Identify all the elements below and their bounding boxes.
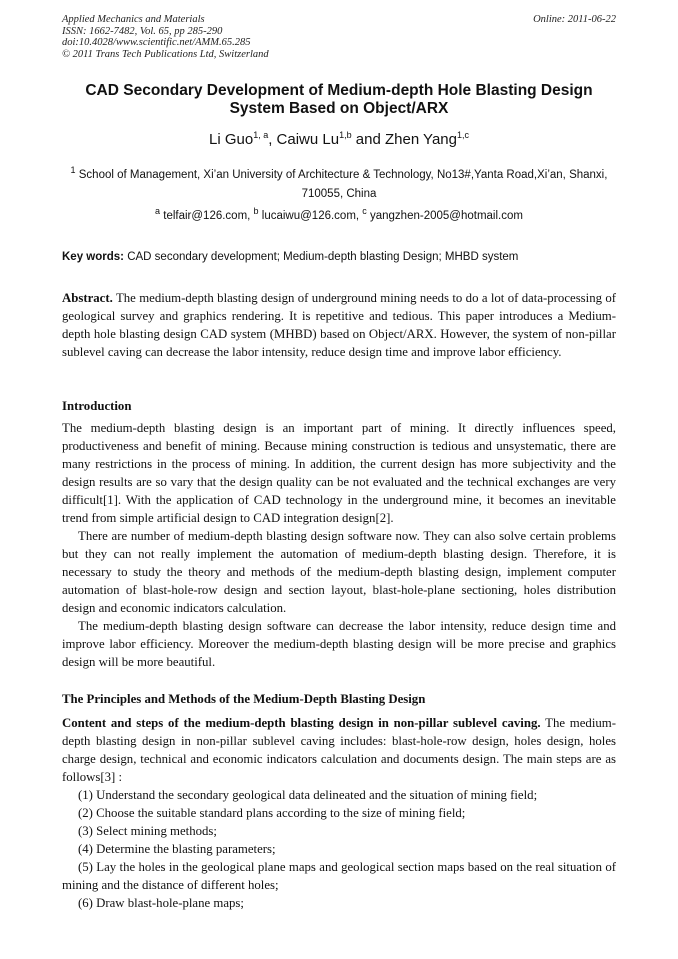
- keywords-label: Key words:: [62, 251, 124, 263]
- intro-paragraph-2: There are number of medium-depth blasting design software now. They can also solve certain problems but they can not really implement the automation of medium-depth blasting design. Therefore, it is necessary to study the theory and methods of the medium-depth blasting design, implement computer automation of blast-hole-row design and section layout, blast-hole-plane sectioning, holes distribution design and economic indicators calculation.: [62, 529, 616, 615]
- principles-lead-text: The medium-depth blasting design in non-pillar sublevel caving includes: blast-hole-row design, holes design, holes charge design, technical and economic indicators calculation and documents design. The main steps are as follows[3] :: [62, 716, 616, 784]
- online-date: Online: 2011-06-22: [533, 14, 616, 25]
- title-line-1: CAD Secondary Development of Medium-depth Hole Blasting Design: [85, 82, 593, 99]
- author-3: and Zhen Yang: [351, 131, 457, 148]
- journal-header: [62, 14, 616, 60]
- author-1: Li Guo: [209, 131, 254, 148]
- issn-line: ISSN: 1662-7482, Vol. 65, pp 285-290: [62, 25, 223, 37]
- author-emails: [62, 208, 616, 224]
- principles-lead: [62, 714, 616, 786]
- email-b-marker: b: [253, 206, 259, 217]
- paper-title: [62, 82, 616, 118]
- abstract-label: Abstract.: [62, 291, 113, 305]
- abstract: [62, 289, 616, 361]
- principles-heading: The Principles and Methods of the Medium-Depth Blasting Design: [62, 692, 426, 706]
- email-a-marker: a: [155, 206, 161, 217]
- step-item: (1) Understand the secondary geological data delineated and the situation of mining field;: [78, 788, 538, 802]
- author-list: [62, 130, 616, 150]
- step-item: (4) Determine the blasting parameters;: [78, 842, 276, 856]
- email-a[interactable]: telfair@126.com,: [163, 210, 254, 222]
- intro-paragraph-3: The medium-depth blasting design software can decrease the labor intensity, reduce design time and improve labor efficiency. Moreover the medium-depth blasting design will be more precise and graphics design will be more beautiful.: [62, 619, 616, 669]
- author-3-affil: 1,c: [456, 130, 469, 140]
- introduction-body: [62, 419, 616, 671]
- doi-line: doi:10.4028/www.scientific.net/AMM.65.285: [62, 37, 251, 48]
- principles-body: [62, 714, 616, 912]
- title-line-2: System Based on Object/ARX: [229, 100, 449, 117]
- email-c-marker: c: [362, 206, 367, 217]
- author-1-affil: 1, a: [253, 130, 269, 140]
- affiliation: [62, 166, 616, 204]
- step-item: (2) Choose the suitable standard plans according to the size of mining field;: [78, 806, 466, 820]
- author-2: , Caiwu Lu: [268, 131, 340, 148]
- step-item: (6) Draw blast-hole-plane maps;: [78, 896, 244, 910]
- copyright-line: © 2011 Trans Tech Publications Ltd, Switzerland: [62, 48, 269, 60]
- introduction-heading: Introduction: [62, 399, 132, 413]
- step-item: (5) Lay the holes in the geological plane maps and geological section maps based on the real situation of mining and the distance of different holes;: [62, 860, 616, 892]
- email-b[interactable]: lucaiwu@126.com,: [261, 210, 363, 222]
- principles-lead-bold: Content and steps of the medium-depth blasting design in non-pillar sublevel caving.: [62, 716, 541, 730]
- affiliation-text: School of Management, Xi’an University of Architecture & Technology, No13#,Yanta Road,Xi’an, Shanxi, 710055, China: [78, 169, 608, 200]
- author-2-affil: 1,b: [339, 130, 352, 140]
- affiliation-marker: 1: [70, 165, 76, 176]
- keywords: [62, 250, 616, 265]
- step-item: (3) Select mining methods;: [78, 824, 217, 838]
- keywords-text: CAD secondary development; Medium-depth blasting Design; MHBD system: [127, 251, 519, 263]
- journal-name: Applied Mechanics and Materials: [62, 14, 205, 25]
- abstract-text: The medium-depth blasting design of underground mining needs to do a lot of data-processing of geological survey and graphics rendering. It is repetitive and tedious. This paper introduces a Medium-depth hole blasting design CAD system (MHBD) based on Object/ARX. However, the system of non-pillar sublevel caving can decrease the labor intensity, reduce design time and improve labor efficiency.: [62, 291, 617, 359]
- email-c[interactable]: yangzhen-2005@hotmail.com: [370, 210, 523, 222]
- intro-paragraph-1: The medium-depth blasting design is an important part of mining. It directly influences speed, productiveness and benefit of mining. Because mining construction is tedious and unsystematic, there are many restrictions in the process of mining. In addition, the current design has more subjectivity and the design results are so vary that the design quality can be not evaluated and the technical exchanges are very difficult[1]. With the application of CAD technology in the underground mine, it becomes an inevitable trend from simple artificial design to CAD integration design[2].: [62, 421, 616, 525]
